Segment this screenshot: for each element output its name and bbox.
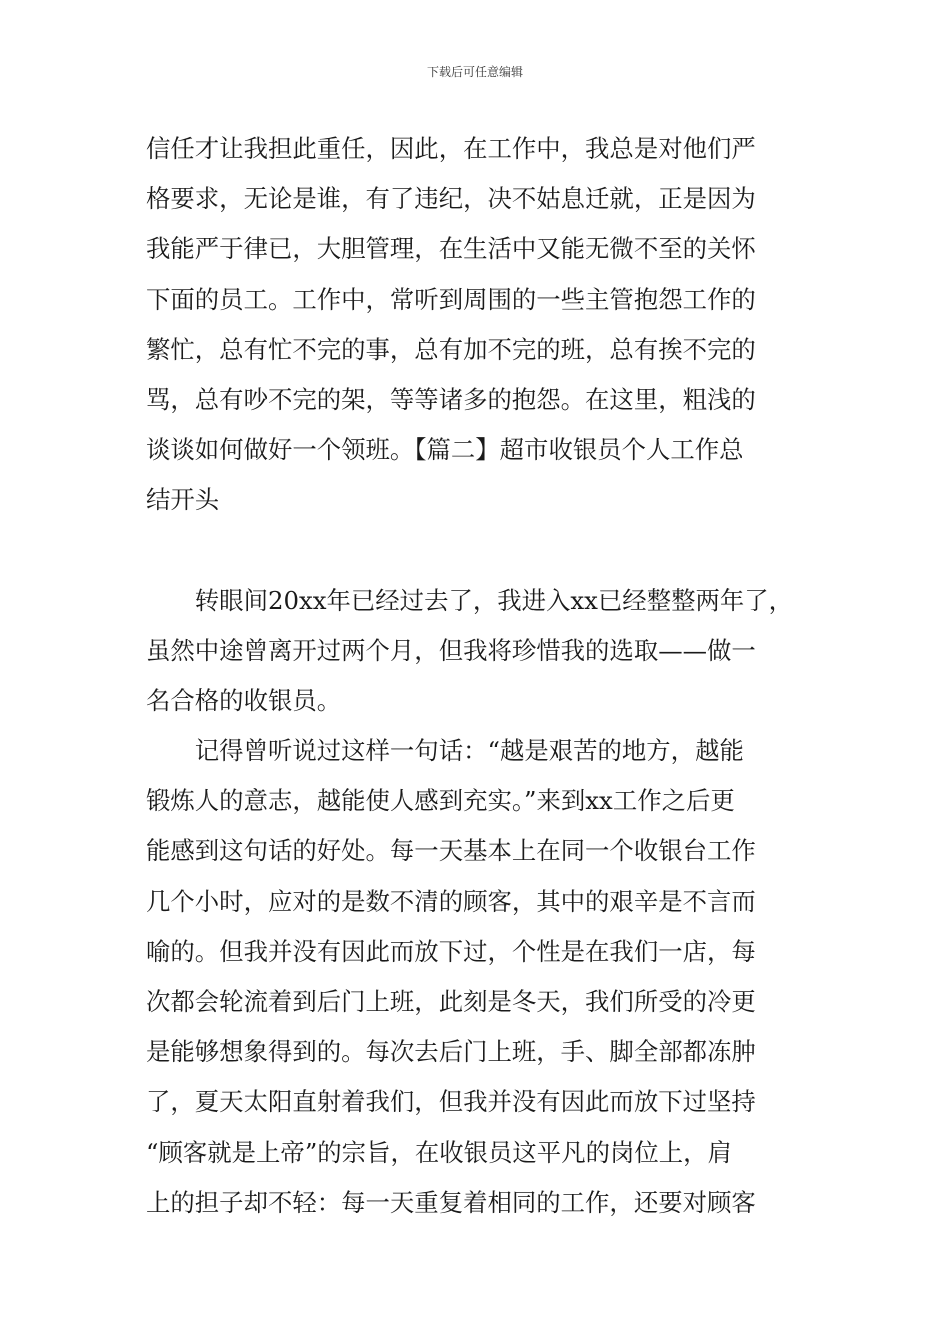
text-line: 结开头 xyxy=(146,485,220,515)
text-line: 上的担子却不轻：每一天重复着相同的工作，还要对顾客 xyxy=(146,1187,756,1217)
text-line: 名合格的收银员。 xyxy=(146,685,342,715)
page-header: 下载后可任意编辑 xyxy=(426,65,523,79)
text-line: 下面的员工。工作中，常听到周围的一些主管抱怨工作的 xyxy=(146,284,756,314)
text-line: 记得曾听说过这样一句话：“越是艰苦的地方，越能 xyxy=(146,736,744,766)
paragraph-2 xyxy=(146,576,808,727)
text-line: 了，夏天太阳直射着我们，但我并没有因此而放下过坚持 xyxy=(146,1087,756,1117)
text-line: 次都会轮流着到后门上班，此刻是冬天，我们所受的冷更 xyxy=(146,987,756,1016)
text-line: 格要求，无论是谁，有了违纪，决不姑息迁就，正是因为 xyxy=(146,184,756,214)
text-line: 我能严于律已，大胆管理，在生活中又能无微不至的关怀 xyxy=(146,234,756,264)
paragraph-1 xyxy=(146,124,808,526)
text-line: 锻炼人的意志，越能使人感到充实。”来到xx工作之后更 xyxy=(146,786,735,816)
text-line: “顾客就是上帝”的宗旨，在收银员这平凡的岗位上，肩 xyxy=(146,1137,732,1167)
text-line: 谈谈如何做好一个领班。【篇二】超市收银员个人工作总 xyxy=(146,435,744,465)
text-line: 虽然中途曾离开过两个月，但我将珍惜我的选取——做一 xyxy=(146,635,756,665)
document-body xyxy=(146,124,808,1228)
paragraph-3 xyxy=(146,726,808,1228)
text-line: 信任才让我担此重任，因此，在工作中，我总是对他们严 xyxy=(146,134,756,163)
paragraph-spacer xyxy=(146,526,808,576)
text-line: 喻的。但我并没有因此而放下过，个性是在我们一店，每 xyxy=(146,936,756,966)
text-line: 繁忙，总有忙不完的事，总有加不完的班，总有挨不完的 xyxy=(146,334,756,364)
text-line: 几个小时，应对的是数不清的顾客，其中的艰辛是不言而 xyxy=(146,886,756,916)
text-line: 骂，总有吵不完的架，等等诸多的抱怨。在这里，粗浅的 xyxy=(146,384,756,414)
text-line: 转眼间20xx年已经过去了，我进入xx已经整整两年了， xyxy=(146,585,794,615)
text-line: 是能够想象得到的。每次去后门上班，手、脚全部都冻肿 xyxy=(146,1037,756,1067)
text-line: 能感到这句话的好处。每一天基本上在同一个收银台工作 xyxy=(146,836,756,866)
